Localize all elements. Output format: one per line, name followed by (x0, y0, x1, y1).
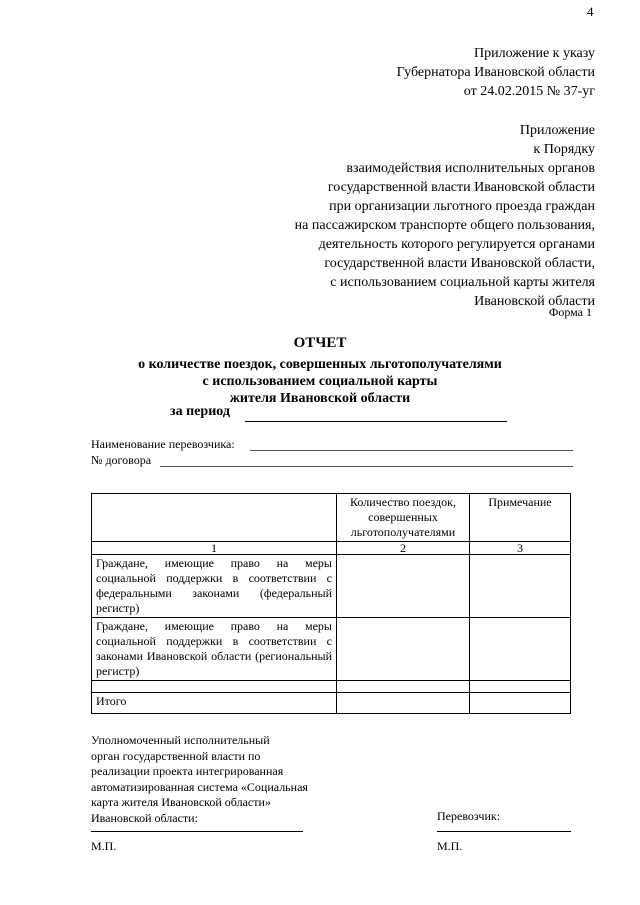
authority-line: карта жителя Ивановской области» (91, 795, 271, 809)
column-number: 2 (337, 542, 470, 555)
note-cell[interactable] (470, 681, 571, 693)
procedure-line: с использованием социальной карты жителя (330, 275, 595, 290)
carrier-name-label: Наименование перевозчика: (91, 437, 235, 451)
authority-line: реализации проекта интегрированная (91, 764, 284, 778)
report-subtitle (0, 356, 640, 407)
procedure-line: деятельность которого регулируется органами (318, 237, 595, 252)
decree-line: Приложение к указу (474, 46, 595, 61)
carrier-signature-line[interactable] (437, 831, 571, 832)
procedure-line: государственной власти Ивановской области, (324, 256, 595, 271)
procedure-line: к Порядку (533, 142, 595, 157)
header-cell-category (92, 494, 337, 542)
procedure-reference (295, 121, 595, 311)
row-label-total: Итого (92, 693, 337, 714)
subtitle-line: о количестве поездок, совершенных льготополучателями (138, 357, 502, 372)
trips-cell[interactable] (337, 618, 470, 681)
carrier-label: Перевозчик: (437, 809, 501, 823)
procedure-line: на пассажирском транспорте общего пользования, (294, 218, 595, 233)
page-number: 4 (587, 4, 594, 19)
authority-line: Ивановской области: (91, 810, 198, 825)
contract-field[interactable] (160, 466, 573, 467)
empty-cell[interactable] (92, 681, 337, 693)
carrier-name-field[interactable] (250, 450, 573, 451)
note-cell[interactable] (470, 618, 571, 681)
procedure-line: Ивановской области (474, 294, 595, 309)
decree-line: Губернатора Ивановской области (396, 65, 595, 80)
report-table (91, 493, 571, 714)
authority-block (91, 733, 308, 826)
contract-label: № договора (91, 453, 152, 467)
trips-cell[interactable] (337, 555, 470, 618)
authority-line: автоматизированная система «Социальная (91, 779, 308, 794)
authority-line: Уполномоченный исполнительный (91, 733, 270, 747)
procedure-line: государственной власти Ивановской области (327, 180, 595, 195)
report-title: ОТЧЕТ (293, 335, 347, 351)
decree-line: от 24.02.2015 № 37-уг (463, 84, 595, 99)
procedure-line: взаимодействия исполнительных органов (346, 161, 595, 176)
table-row (92, 555, 571, 618)
authority-signature-line[interactable] (91, 831, 303, 832)
subtitle-line: с использованием социальной карты (202, 374, 438, 389)
table-header-row (92, 494, 571, 542)
trips-cell[interactable] (337, 681, 470, 693)
period-label: за период (170, 404, 230, 419)
column-number-row (92, 542, 571, 555)
column-number: 1 (92, 542, 337, 555)
procedure-line: Приложение (519, 123, 595, 138)
table-row-total (92, 693, 571, 714)
decree-reference (397, 44, 595, 101)
procedure-line: при организации льготного проезда граждан (329, 199, 595, 214)
header-cell-trips: Количество поездок, совершенных льготополучателями (337, 494, 470, 542)
table-row (92, 618, 571, 681)
row-label-regional: Граждане, имеющие право на меры социальной поддержки в соответствии с законами Ивановской области (региональный регистр) (92, 618, 337, 681)
note-cell[interactable] (470, 693, 571, 714)
form-label: Форма 1 (548, 305, 592, 319)
column-number: 3 (470, 542, 571, 555)
row-label-federal: Граждане, имеющие право на меры социальной поддержки в соответствии с федеральными законами (федеральный регистр) (92, 555, 337, 618)
stamp-label-right: М.П. (437, 839, 463, 853)
note-cell[interactable] (470, 555, 571, 618)
period-input-line[interactable] (245, 421, 507, 422)
subtitle-line: жителя Ивановской области (229, 391, 411, 406)
authority-line: орган государственной власти по (91, 748, 261, 763)
trips-cell[interactable] (337, 693, 470, 714)
stamp-label-left: М.П. (91, 839, 117, 853)
table-row-empty (92, 681, 571, 693)
header-cell-note: Примечание (470, 494, 571, 542)
